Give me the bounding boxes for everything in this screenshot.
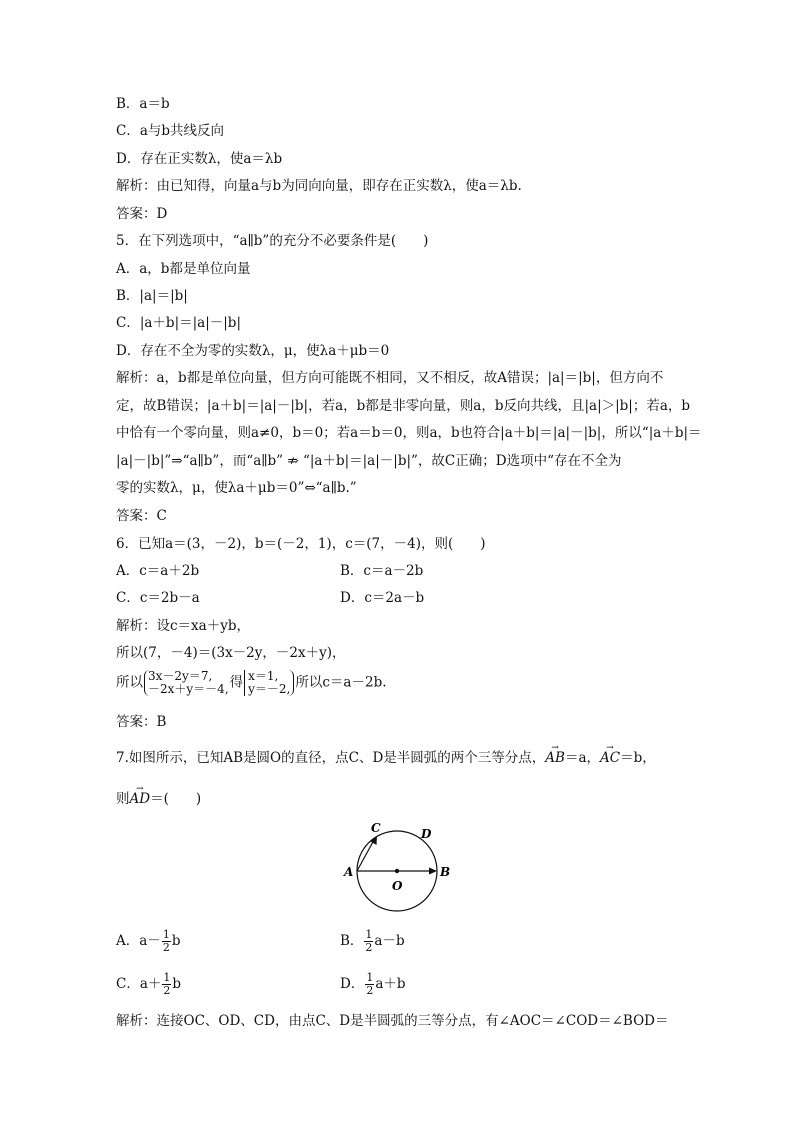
q7-stem-line-2 <box>116 790 201 808</box>
q7-stem-text: 7.如图所示，已知AB是圆O的直径，点C、D是半圆弧的两个三等分点， <box>116 750 546 766</box>
q6-solution-equations <box>244 670 294 696</box>
q6-option-a: A．c＝a＋2b <box>116 563 200 579</box>
q7-option-a-suffix: b <box>171 933 181 949</box>
q7-option-a <box>116 929 180 954</box>
q4-option-b: B．a＝b <box>116 96 170 112</box>
arrowhead-b <box>429 868 437 875</box>
q6-analysis-line-1: 解析：设c＝xa＋yb， <box>116 618 250 634</box>
q6-solution-eq2: y＝－2, <box>248 682 291 696</box>
q7-option-d <box>340 972 406 997</box>
q6-system-mid: 得 <box>229 674 244 691</box>
q6-option-b: B．c＝a－2b <box>340 563 424 579</box>
label-b: B <box>440 865 451 879</box>
q5-option-c: C．|a＋b|＝|a|－|b| <box>116 315 242 331</box>
q6-system-equations <box>144 670 229 696</box>
q4-analysis: 解析：由已知得，向量a与b为同向向量，即存在正实数λ，使a＝λb. <box>116 178 522 194</box>
q7-stem-line-1 <box>116 749 656 767</box>
q7-option-d-prefix: D． <box>340 976 365 992</box>
q7-vector-ad: → AD <box>130 790 151 808</box>
q6-option-c: C．c＝2b－a <box>116 590 200 606</box>
q5-analysis-line-1: 解析：a，b都是单位向量，但方向可能既不相同，又不相反，故A错误；|a|＝|b|，但方向不 <box>116 370 664 386</box>
q4-answer: 答案：D <box>116 206 168 222</box>
q7-stem-suffix: ＝( ) <box>150 791 202 807</box>
half-fraction <box>162 972 171 997</box>
circle-figure <box>338 818 458 920</box>
q5-option-d: D．存在不全为零的实数λ，μ，使λa＋μb＝0 <box>116 343 390 359</box>
q5-analysis-line-3: 中恰有一个零向量，则a≠0，b＝0；若a＝b＝0，则a，b也符合|a＋b|＝|a|－|b|，所以“|a＋b|＝ <box>116 425 702 441</box>
q7-option-c-suffix: b <box>172 976 182 992</box>
fraction-numerator: 1 <box>162 928 170 941</box>
fraction-denominator: 2 <box>163 984 171 997</box>
q6-analysis-line-2: 所以(7，－4)＝(3x－2y，－2x＋y)， <box>116 645 346 661</box>
fraction-denominator: 2 <box>365 941 373 954</box>
q5-option-b: B．|a|＝|b| <box>116 288 188 304</box>
half-fraction <box>162 929 171 954</box>
q5-stem: 5．在下列选项中，“a∥b”的充分不必要条件是( ) <box>116 233 429 249</box>
q6-stem: 6．已知a＝(3，－2)，b＝(－2，1)，c＝(7，－4)，则( ) <box>116 536 486 552</box>
q7-option-a-prefix: A．a－ <box>116 933 161 949</box>
q5-analysis-line-5: 零的实数λ，μ，使λa＋μb＝0”⇔“a∥b.” <box>116 480 357 496</box>
q7-vector-ac: → AC <box>600 749 620 767</box>
half-fraction <box>365 972 374 997</box>
q7-option-b-suffix: a－b <box>374 933 405 949</box>
q7-stem-prefix: 则 <box>116 791 130 807</box>
label-a: A <box>344 865 354 879</box>
q6-system-suffix: 所以c＝a－2b. <box>295 674 387 691</box>
q6-solution-eq1: x＝1, <box>248 669 279 683</box>
q5-answer: 答案：C <box>116 508 167 524</box>
q7-option-c <box>116 972 181 997</box>
q5-analysis-line-4: |a|－|b|”⇒“a∥b”，而“a∥b” ⇏ “|a＋b|＝|a|－|b|”，故C正确；D选项中“存在不全为 <box>116 453 622 469</box>
q7-stem-eq-b: ＝b， <box>620 750 656 766</box>
q7-option-c-prefix: C．a＋ <box>116 976 162 992</box>
q7-vector-ab: → AB <box>545 749 565 767</box>
q5-option-a: A．a，b都是单位向量 <box>116 261 251 277</box>
q6-system-eq2: －2x＋y＝－4, <box>148 682 229 696</box>
q6-system-eq1: 3x－2y＝7, <box>148 669 213 683</box>
q6-answer: 答案：B <box>116 714 167 730</box>
fraction-numerator: 1 <box>365 928 373 941</box>
q6-option-d: D．c＝2a－b <box>340 590 425 606</box>
q7-option-d-suffix: a＋b <box>375 976 406 992</box>
label-o: O <box>392 879 403 893</box>
q6-system-line <box>116 670 387 696</box>
fraction-denominator: 2 <box>366 984 374 997</box>
q4-option-c: C．a与b共线反向 <box>116 123 225 139</box>
q5-analysis-line-2: 定，故B错误；|a＋b|＝|a|－|b|，若a，b都是非零向量，则a，b反向共线，且|a|＞|b|；若a，b <box>116 398 691 414</box>
label-c: C <box>371 821 381 835</box>
q7-stem-eq-a: ＝a， <box>564 750 601 766</box>
fraction-denominator: 2 <box>162 941 170 954</box>
q4-option-d: D．存在正实数λ，使a＝λb <box>116 151 283 167</box>
label-d: D <box>421 827 432 841</box>
half-fraction <box>364 929 373 954</box>
q7-option-b-prefix: B． <box>340 933 364 949</box>
q6-system-prefix: 所以 <box>116 674 143 691</box>
center-o-dot <box>395 869 399 873</box>
fraction-numerator: 1 <box>366 971 374 984</box>
q7-analysis: 解析：连接OC、OD、CD，由点C、D是半圆弧的三等分点，有∠AOC＝∠COD＝∠BOD＝ <box>116 1013 669 1029</box>
fraction-numerator: 1 <box>163 971 171 984</box>
q7-option-b <box>340 929 405 954</box>
